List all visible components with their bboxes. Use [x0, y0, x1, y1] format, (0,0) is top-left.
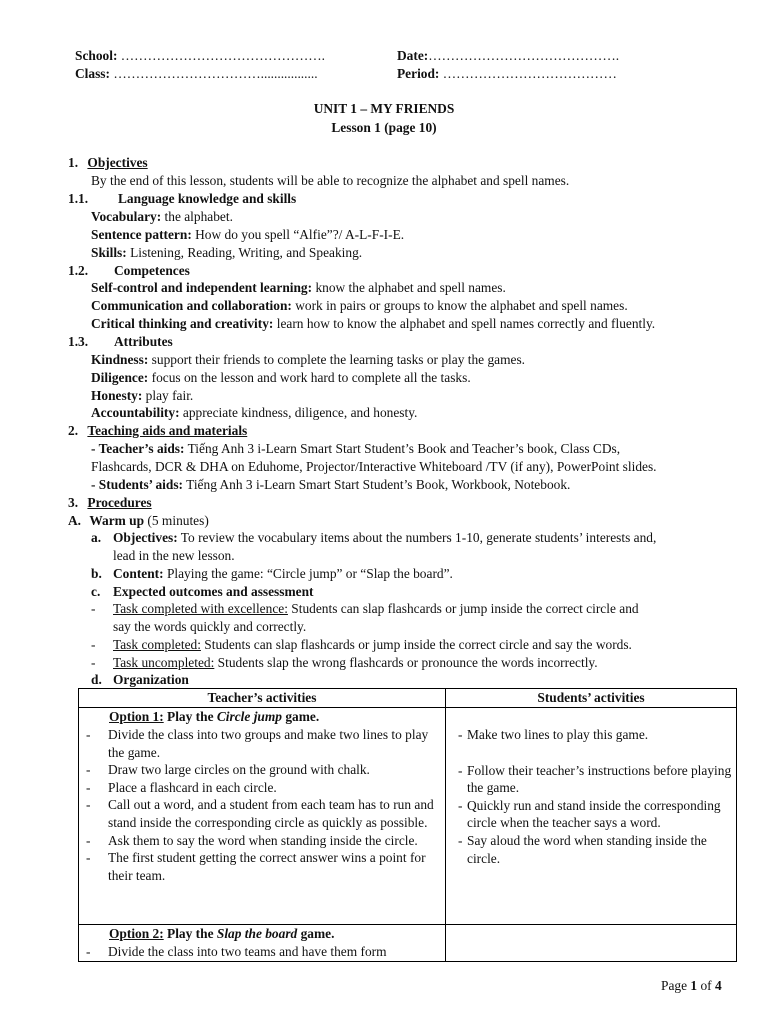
- teacher-aids-line-2: Flashcards, DCR & DHA on Eduhome, Projector/Interactive Whiteboard /TV (if any), PowerPoint slides.: [91, 459, 657, 474]
- page-word: Page: [661, 978, 691, 993]
- option-2-label: Option 2:: [109, 926, 164, 941]
- date-label: Date:: [397, 48, 429, 63]
- list-item: - Divide the class into two teams and have them form: [79, 943, 445, 961]
- item-letter-c: c.: [91, 584, 101, 599]
- list-item: - Call out a word, and a student from each team has to run and stand inside the corresponding circle as quickly as possible.: [79, 796, 445, 831]
- warm-up-objectives: [113, 530, 656, 546]
- teaching-aids-title: Teaching aids and materials: [87, 423, 248, 438]
- option-1-students-cell: [446, 708, 737, 925]
- teacher-aids-text: Tiếng Anh 3 i-Learn Smart Start Student’s Book and Teacher’s book, Class CDs,: [184, 441, 621, 456]
- sentence-pattern-text: How do you spell “Alfie”?/ A-L-F-I-E.: [191, 227, 405, 242]
- teacher-aids-line: [91, 441, 620, 457]
- warm-up-content: [113, 566, 453, 582]
- organization-num: [91, 672, 102, 688]
- students-aids-line: [91, 477, 570, 493]
- competence-self-control-text: know the alphabet and spell names.: [312, 280, 506, 295]
- teaching-aids-num: 2.: [68, 423, 79, 438]
- attribute-kindness: [91, 352, 525, 368]
- competence-communication-text: work in pairs or groups to know the alphabet and spell names.: [291, 298, 628, 313]
- warm-up-content-text: Playing the game: “Circle jump” or “Slap the board”.: [163, 566, 453, 581]
- attribute-accountability-label: Accountability:: [91, 405, 180, 420]
- option-2-title: [79, 925, 445, 943]
- outcome-excellence-text: Students can slap flashcards or jump inside the correct circle and: [287, 601, 639, 616]
- option-2-post: game.: [297, 926, 335, 941]
- students-aids-label: - Students’ aids:: [91, 477, 184, 492]
- teaching-aids-heading: [68, 423, 247, 439]
- skills-line: [91, 245, 362, 261]
- period-line: [397, 66, 617, 82]
- outcome-excellence-line-2: say the words quickly and correctly.: [113, 619, 307, 634]
- warm-up-num: A.: [68, 513, 82, 528]
- class-line: [75, 66, 318, 82]
- procedures-heading: [68, 495, 152, 511]
- students-activities-header: Students’ activities: [446, 689, 737, 708]
- sentence-pattern-line: [91, 227, 404, 243]
- option-2-students-cell: [446, 925, 737, 962]
- lesson-title: Lesson 1 (page 10): [331, 120, 437, 135]
- students-aids-text: Tiếng Anh 3 i-Learn Smart Start Student’s Book, Workbook, Notebook.: [183, 477, 571, 492]
- option-1-label: Option 1:: [109, 709, 164, 724]
- outcome-dash-3: -: [91, 655, 96, 670]
- outcome-uncompleted: [113, 655, 598, 671]
- procedures-title: Procedures: [87, 495, 152, 510]
- table-row-option-1: [79, 708, 737, 925]
- outcome-uncompleted-label: Task uncompleted:: [113, 655, 215, 670]
- page-of: of: [697, 978, 715, 993]
- list-item: - The first student getting the correct answer wins a point for their team.: [79, 849, 445, 884]
- attribute-honesty-text: play fair.: [142, 388, 194, 403]
- option-1-game: Circle jump: [216, 709, 282, 724]
- outcome-completed: [113, 637, 632, 653]
- option-2-teacher-cell: [79, 925, 446, 962]
- outcome-excellence-label: Task completed with excellence:: [113, 601, 288, 616]
- warm-up-title: Warm up: [89, 513, 145, 528]
- organization-label: Organization: [113, 672, 189, 687]
- school-line: [75, 48, 325, 64]
- attribute-accountability: [91, 405, 417, 421]
- section-1-3-num: 1.3.: [68, 334, 89, 349]
- teacher-aids-label: - Teacher’s aids:: [91, 441, 185, 456]
- date-line: [397, 48, 619, 64]
- section-1-2-num: 1.2.: [68, 263, 89, 278]
- section-1-1-title: Language knowledge and skills: [118, 191, 297, 206]
- outcome-excellence: [113, 601, 639, 617]
- page-current: 1: [690, 978, 698, 993]
- date-field: …………………………………….: [428, 48, 620, 63]
- warm-up-objectives-label: Objectives:: [113, 530, 178, 545]
- vocabulary-text: the alphabet.: [161, 209, 233, 224]
- list-item: - Place a flashcard in each circle.: [79, 779, 445, 797]
- outcome-completed-label: Task completed:: [113, 637, 201, 652]
- competence-communication-label: Communication and collaboration:: [91, 298, 292, 313]
- list-item: - Say aloud the word when standing inside the circle.: [446, 832, 736, 867]
- school-field: ……………………………………….: [120, 48, 325, 63]
- warm-up-content-num: [91, 566, 102, 582]
- school-label: School:: [75, 48, 118, 63]
- list-item: - Follow their teacher’s instructions before playing the game.: [446, 762, 736, 797]
- vocabulary-line: [91, 209, 233, 225]
- procedures-num: 3.: [68, 495, 79, 510]
- attribute-diligence-label: Diligence:: [91, 370, 149, 385]
- attribute-honesty-label: Honesty:: [91, 388, 143, 403]
- competence-critical-thinking-text: learn how to know the alphabet and spell names correctly and fluently.: [273, 316, 656, 331]
- item-letter-a: a.: [91, 530, 102, 545]
- competence-self-control: [91, 280, 506, 296]
- outcomes-num: [91, 584, 100, 600]
- attribute-diligence-text: focus on the lesson and work hard to complete all the tasks.: [148, 370, 471, 385]
- list-item: - Quickly run and stand inside the corresponding circle when the teacher says a word.: [446, 797, 736, 832]
- competence-communication: [91, 298, 628, 314]
- competence-self-control-label: Self-control and independent learning:: [91, 280, 313, 295]
- warm-up-objectives-text: To review the vocabulary items about the numbers 1-10, generate students’ interests and,: [177, 530, 657, 545]
- warm-up-heading: [68, 513, 209, 529]
- class-field: …………………………….................: [113, 66, 318, 81]
- section-1-3-heading: [68, 334, 173, 350]
- list-item: - Draw two large circles on the ground with chalk.: [79, 761, 445, 779]
- section-1-2-heading: [68, 263, 190, 279]
- attribute-diligence: [91, 370, 471, 386]
- teacher-activities-header: Teacher’s activities: [79, 689, 446, 708]
- warm-up-objectives-num: [91, 530, 101, 546]
- page-total: 4: [714, 978, 722, 993]
- section-1-2-title: Competences: [114, 263, 190, 278]
- outcome-dash-1: -: [91, 601, 96, 616]
- section-1-3-title: Attributes: [114, 334, 173, 349]
- class-label: Class:: [75, 66, 110, 81]
- attribute-kindness-label: Kindness:: [91, 352, 149, 367]
- option-1-teacher-cell: [79, 708, 446, 925]
- objectives-num: 1.: [68, 155, 79, 170]
- list-item: - Ask them to say the word when standing inside the circle.: [79, 832, 445, 850]
- unit-title: UNIT 1 – MY FRIENDS: [313, 101, 455, 116]
- attribute-accountability-text: appreciate kindness, diligence, and honesty.: [179, 405, 418, 420]
- vocabulary-label: Vocabulary:: [91, 209, 162, 224]
- warm-up-time: (5 minutes): [144, 513, 209, 528]
- table-header-row: [79, 689, 737, 708]
- skills-text: Listening, Reading, Writing, and Speaking.: [126, 245, 363, 260]
- sentence-pattern-label: Sentence pattern:: [91, 227, 192, 242]
- competence-critical-thinking: [91, 316, 655, 332]
- section-1-1-num: 1.1.: [68, 191, 89, 206]
- organization-heading: [113, 672, 189, 688]
- option-2-game: Slap the board: [216, 926, 298, 941]
- item-letter-b: b.: [91, 566, 102, 581]
- table-row-option-2: [79, 925, 737, 962]
- list-item: - Divide the class into two groups and make two lines to play the game.: [79, 726, 445, 761]
- activities-table: [78, 688, 737, 962]
- attribute-kindness-text: support their friends to complete the learning tasks or play the games.: [148, 352, 526, 367]
- objectives-intro: By the end of this lesson, students will be able to recognize the alphabet and spell names.: [91, 173, 570, 188]
- objectives-title: Objectives: [87, 155, 148, 170]
- warm-up-content-label: Content:: [113, 566, 164, 581]
- page-number: [661, 978, 722, 994]
- section-1-1-heading: [68, 191, 297, 207]
- period-label: Period:: [397, 66, 440, 81]
- outcomes-heading: [113, 584, 313, 600]
- option-1-pre: Play the: [163, 709, 217, 724]
- option-1-post: game.: [281, 709, 320, 724]
- period-field: …………………………………: [442, 66, 617, 81]
- option-1-title: [79, 708, 445, 726]
- option-2-pre: Play the: [163, 926, 217, 941]
- competence-critical-thinking-label: Critical thinking and creativity:: [91, 316, 274, 331]
- outcome-completed-text: Students can slap flashcards or jump inside the correct circle and say the words.: [200, 637, 632, 652]
- outcomes-label: Expected outcomes and assessment: [113, 584, 314, 599]
- outcome-dash-2: -: [91, 637, 96, 652]
- outcome-uncompleted-text: Students slap the wrong flashcards or pronounce the words incorrectly.: [214, 655, 598, 670]
- list-item: - Make two lines to play this game.: [446, 726, 736, 744]
- objectives-heading: [68, 155, 148, 171]
- item-letter-d: d.: [91, 672, 102, 687]
- warm-up-objectives-line-2: lead in the new lesson.: [113, 548, 235, 563]
- attribute-honesty: [91, 388, 193, 404]
- skills-label: Skills:: [91, 245, 127, 260]
